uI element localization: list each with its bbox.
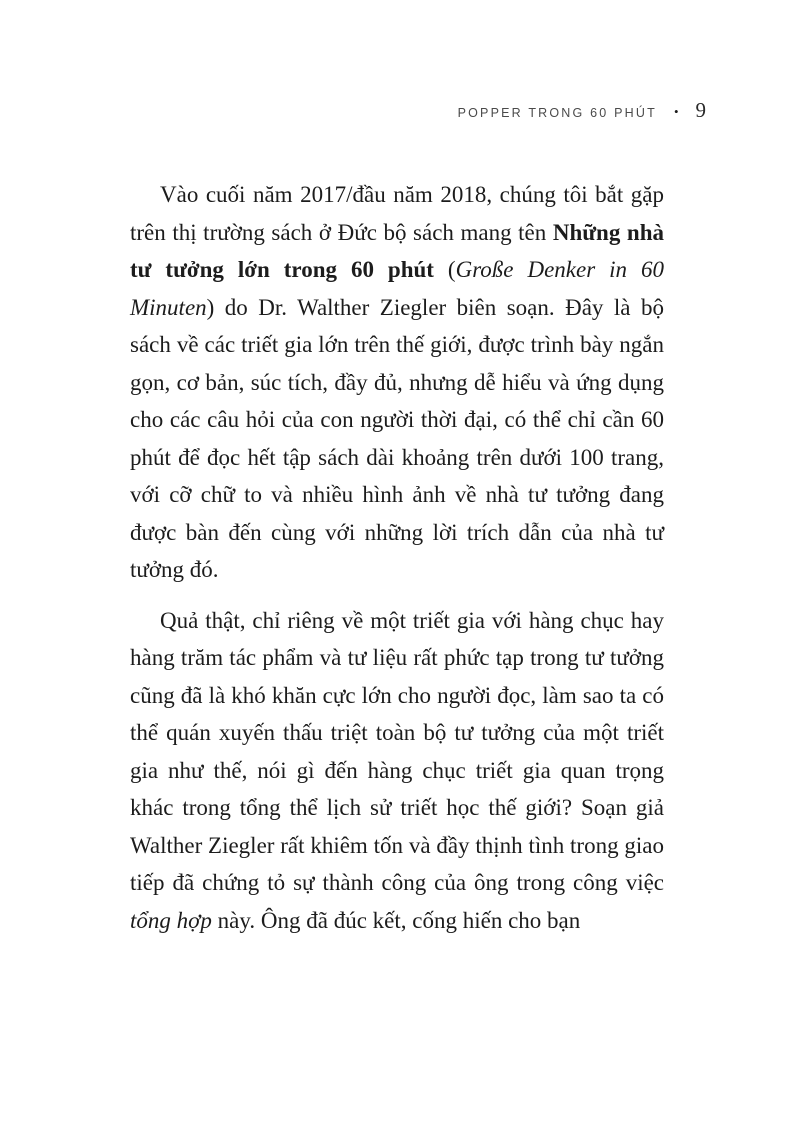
emphasis-italic: tổng hợp — [130, 907, 212, 933]
german-title-italic: Große Denker in 60 Minuten — [130, 257, 664, 320]
running-header — [458, 98, 706, 123]
paragraph-2 — [130, 602, 664, 940]
paragraph-1 — [130, 176, 664, 589]
series-title-bold: Những nhà tư tưởng lớn trong 60 phút — [130, 219, 664, 282]
text-run: ) do Dr. Walther Ziegler biên soạn. Đây là bộ sách về các triết gia lớn trên thế giới, được trình bày ngắn gọn, cơ bản, súc tích, đầy đủ, nhưng dễ hiểu và ứng dụng cho các câu hỏi của con người thời đại, có thể chỉ cần 60 phút để đọc hết tập sách dài khoảng trên dưới 100 trang, với cỡ chữ to và nhiều hình ảnh về nhà tư tưởng đang được bàn đến cùng với những lời trích dẫn của nhà tư tưởng đó. — [130, 294, 664, 582]
text-run: này. Ông đã đúc kết, cống hiến cho bạn — [211, 907, 581, 933]
page-number: 9 — [695, 98, 706, 122]
running-header-title: POPPER TRONG 60 PHÚT — [457, 106, 657, 120]
text-run: Vào cuối năm 2017/đầu năm 2018, chúng tôi bắt gặp trên thị trường sách ở Đức bộ sách mang tên — [130, 182, 664, 245]
separator-dot-icon: • — [673, 104, 679, 119]
page-body — [130, 176, 664, 952]
text-run: ( — [433, 257, 456, 282]
text-run: Quả thật, chỉ riêng về một triết gia với hàng chục hay hàng trăm tác phẩm và tư liệu rất phức tạp trong tư tưởng cũng đã là khó khăn cực lớn cho người đọc, làm sao ta có thể quán xuyến thấu triệt toàn bộ tư tưởng của một triết gia như thế, nói gì đến hàng chục triết gia quan trọng khác trong tổng thể lịch sử triết học thế giới? Soạn giả Walther Ziegler rất khiêm tốn và đầy thịnh tình trong giao tiếp đã chứng tỏ sự thành công của ông trong công việc — [130, 607, 664, 895]
